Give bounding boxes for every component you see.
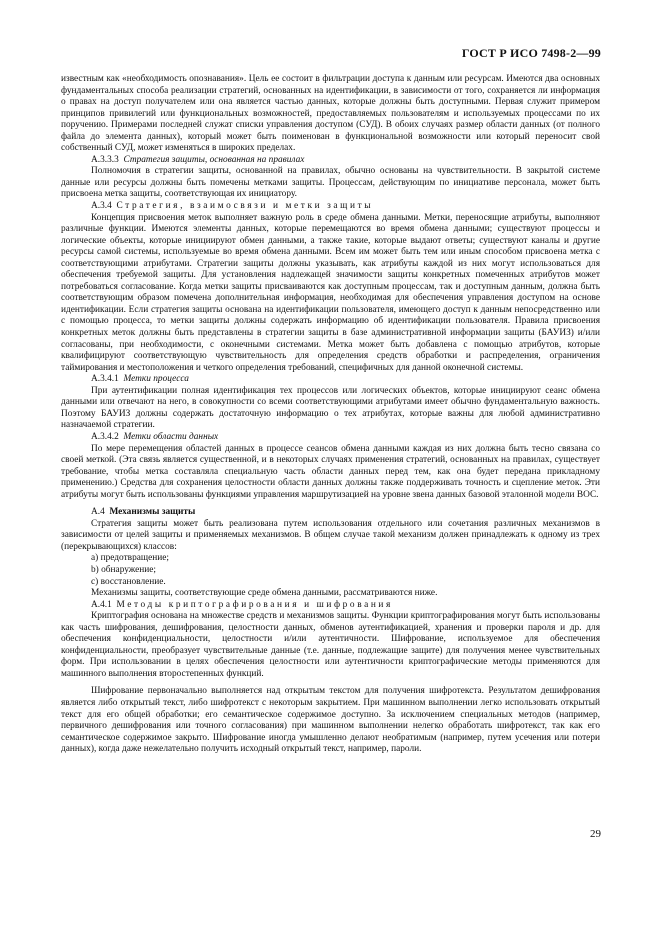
- section-heading: [61, 600, 600, 612]
- section-number: А.4: [91, 507, 105, 518]
- paragraph: Концепция присвоения меток выполняет важную роль в среде обмена данными. Метки, переносящие атрибуты, выполняют различные функции. Имеются элементы данных, которые перемещаются во время обмена данными; существуют процессы и логические объекты, которые инициируют обмен данными, а также такие, которые выдают ответы; существуют каналы и другие ресурсы самой системы, используемые во время обмена данными. Всем им может быть тем или иным способом присвоена метка с соответствующими атрибутами. Стратегии защиты должны указывать, как атрибуты каждой из них могут использоваться для обеспечения требуемой защиты. Для установления надлежащей значимости защиты конкретных помеченных атрибутов может потребоваться согласование. Когда метки защиты присваиваются как доступным процессам, так и доступным данным, должна быть соответствующим образом помечена дополнительная информация, необходимая для обеспечения управления доступом на основе идентификации. Если стратегия защиты основана на идентификации пользователя, имеющего доступ к данным непосредственно или с помощью процесса, то метки защиты должны содержать информацию об идентификации пользователя. Правила присвоения конкретных меток должны быть представлены в стратегии защиты в базе административной информации защиты (БАУИЗ) и/или согласованы, при необходимости, с оконечными системами. Метка может быть добавлена с помощью атрибутов, которые квалифицируют соответствующую чувствительность для определения средств обработки и распределения, ограничения таймирования и местоположения и четкого определения требований, специфичных для данной оконечной системы.: [61, 212, 600, 373]
- section-title: Стратегия защиты, основанная на правилах: [123, 154, 305, 165]
- paragraph: Криптография основана на множестве средств и механизмов защиты. Функции криптографирования могут быть использованы как часть шифрования, дешифрования, целостности данных, обменов аутентификацией, хранения и проверки пароля и др. для обеспечения конфиденциальности, целостности и/или аутентичности. Шифрование, используемое для обеспечения конфиденциальности, преобразует чувствительные данные (т.е. данные, подлежащие защите) для получения менее чувствительных форм. При использовании в целях обеспечения целостности или аутентичности криптографические методы применяются для машинного выполнения второстепенных функций.: [61, 611, 600, 679]
- section-number: А.3.4.1: [91, 374, 119, 385]
- section-heading: [61, 432, 600, 444]
- paragraph: Механизмы защиты, соответствующие среде обмена данными, рассматриваются ниже.: [91, 588, 438, 599]
- section-number: А.3.4: [91, 201, 112, 212]
- section-title: Метки процесса: [123, 374, 189, 385]
- paragraph: Полномочия в стратегии защиты, основанной на правилах, обычно основаны на чувствительности. В закрытой системе данные или ресурсы должны быть помечены метками защиты. Процессам, действующим по инициативе персонала, может быть присвоена метка защиты, соответствующая их инициатору.: [61, 166, 600, 200]
- list-item: b) обнаружение;: [91, 564, 157, 575]
- section-number: А.4.1: [91, 599, 112, 610]
- paragraph: При аутентификации полная идентификация тех процессов или логических объектов, которые инициируют сеанс обмена данными или отвечают на него, в совокупности со всеми соответствующими атрибутами имеет обычно фундаментальную важность. Поэтому БАУИЗ должны содержать достаточную информацию о тех атрибутах, которые важны для любой административно назначаемой стратегии.: [61, 385, 600, 431]
- section-title: Механизмы защиты: [109, 507, 196, 518]
- section-title: Методы криптографирования и шифрования: [116, 599, 393, 610]
- document-header: ГОСТ Р ИСО 7498-2—99: [461, 46, 601, 60]
- section-title: Метки области данных: [123, 431, 219, 442]
- section-heading: [61, 155, 600, 167]
- paragraph: Стратегия защиты может быть реализована путем использования отдельного или сочетания различных механизмов в зависимости от целей защиты и применяемых механизмов. В общем случае такой механизм должен принадлежать к одному из трех (перекрывающихся) классов:: [61, 518, 600, 552]
- list-item: a) предотвращение;: [91, 553, 169, 564]
- page-number: 29: [590, 828, 601, 840]
- document-body: [61, 74, 600, 756]
- section-heading: [61, 374, 600, 386]
- section-heading: [61, 201, 600, 213]
- section-title: Стратегия, взаимосвязи и метки защиты: [116, 201, 374, 212]
- section-number: А.3.4.2: [91, 431, 119, 442]
- section-number: А.3.3.3: [91, 154, 119, 165]
- paragraph: Шифрование первоначально выполняется над открытым текстом для получения шифротекста. Результатом дешифрования является либо открытый текст, либо шифротекст с некоторым закрытием. При машинном выполнении легко использовать открытый текст для его общей обработки; его семантическое содержимое доступно. За исключением специальных методов (например, первичного дешифрования или точного согласования) при машинном выполнении нелегко обработать шифротекст, так как его семантическое содержимое закрыто. Шифрование иногда умышленно делают необратимым (например, путем усечения или потери данных), когда даже нежелательно получить исходный открытый текст, например, пароли.: [61, 686, 600, 755]
- section-heading: [61, 507, 600, 519]
- paragraph: По мере перемещения областей данных в процессе сеансов обмена данными каждая из них должна быть тесно связана со своей меткой. (Эта связь является существенной, и в некоторых случаях применения стратегий, основанных на правилах, существует требование, чтобы метка составляла специальную часть области данных перед тем, как она будет передана прикладному применению.) Средства для сохранения целостности области данных должны также поддерживать точность и сцепление меток. Эти атрибуты могут быть использованы функциями управления маршрутизацией на уровне звена данных базовой эталонной модели ВОС.: [61, 443, 600, 500]
- paragraph: известным как «необходимость опознавания». Цель ее состоит в фильтрации доступа к данным или ресурсам. Имеются два основных фундаментальных способа реализации стратегий, основанных на идентификации, в зависимости от того, сохраняется ли информация о правах на доступ получателем или она является частью данных, которые должны быть доступными. Первая служит примером принципов привилегий или функциональных возможностей, предоставляемых пользователям и используемых процессами по их поручению. Примерами последней служат списки управления доступом (СУД). В обоих случаях размер области данных (от полного файла до элемента данных), который может быть поименован в функциональной возможности или который переносит свой собственный СУД, может изменяться в широких пределах.: [61, 74, 600, 154]
- list-item: c) восстановление.: [91, 576, 166, 587]
